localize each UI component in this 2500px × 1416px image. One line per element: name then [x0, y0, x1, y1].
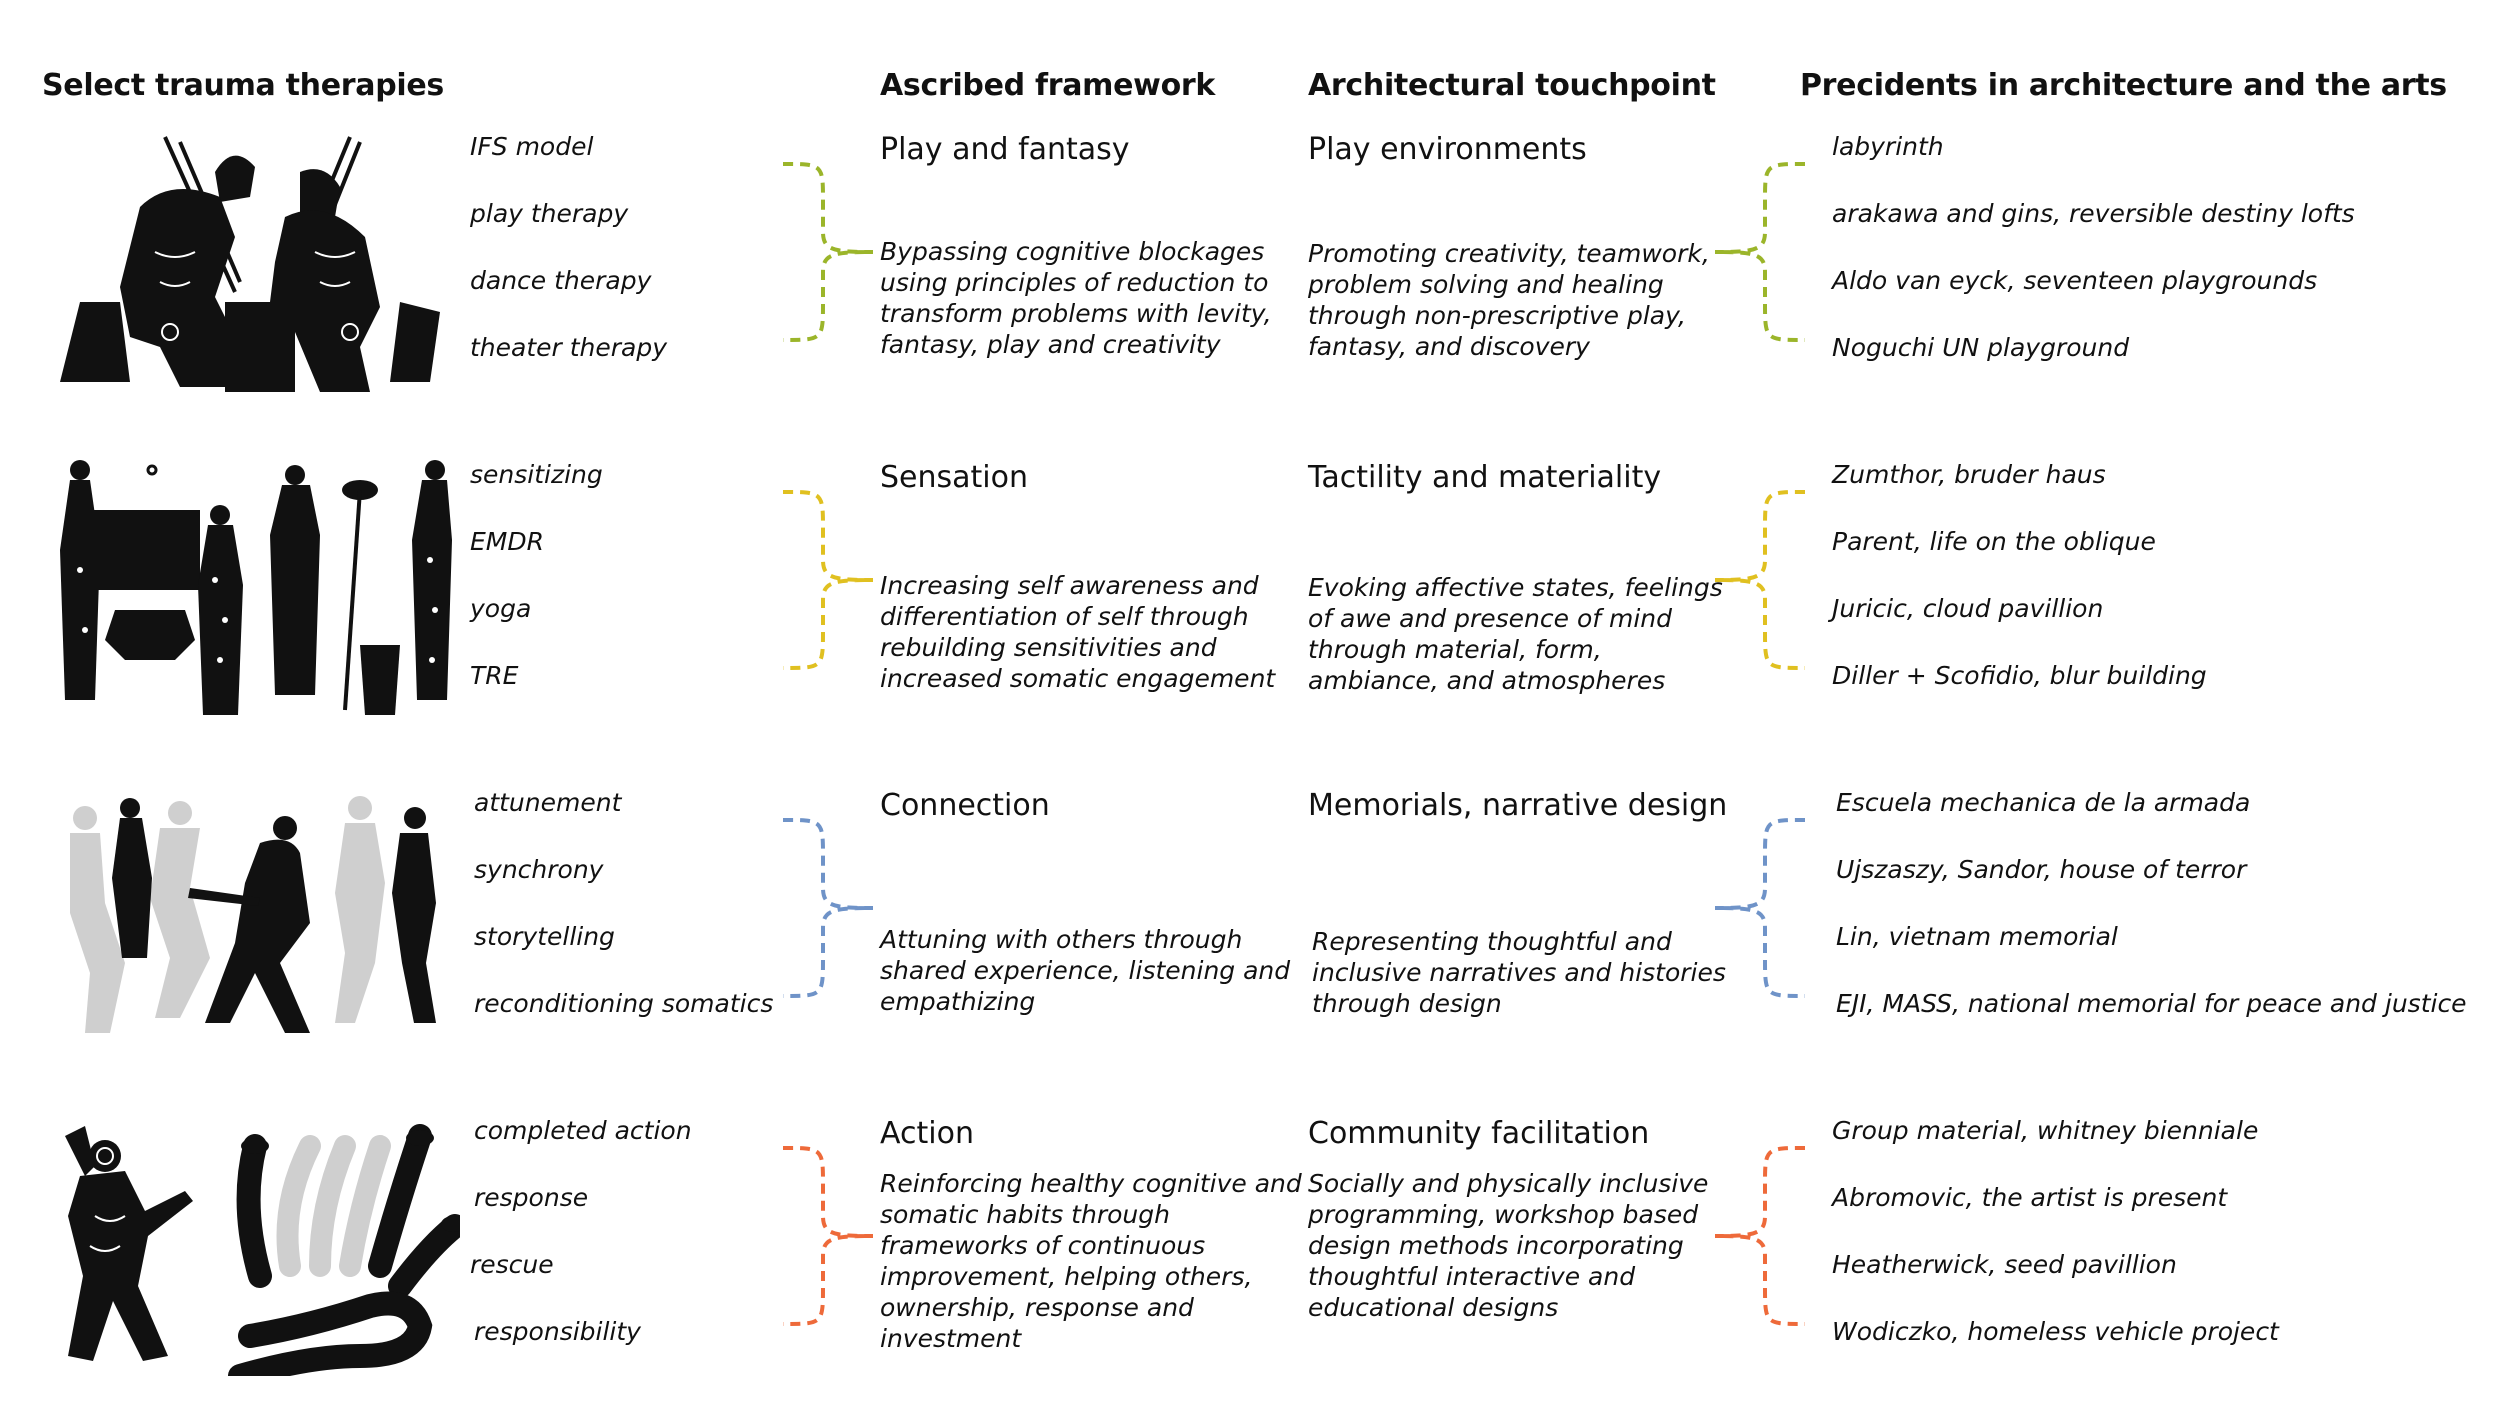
right-brace-icon	[1710, 818, 1810, 998]
left-brace-icon	[778, 490, 878, 670]
touchpoint-title: Community facilitation	[1308, 1116, 1650, 1151]
row-connection	[0, 788, 2500, 1088]
header-therapies: Select trauma therapies	[42, 68, 444, 103]
right-brace-icon	[1710, 1146, 1810, 1326]
left-brace-icon	[778, 818, 878, 998]
therapy-item: reconditioning somatics	[474, 989, 774, 1018]
precedent-item: Heatherwick, seed pavillion	[1832, 1250, 2177, 1279]
precedent-item: Escuela mechanica de la armada	[1836, 788, 2251, 817]
touchpoint-title: Tactility and materiality	[1308, 460, 1662, 495]
header-precedents: Precidents in architecture and the arts	[1800, 68, 2447, 103]
touchpoint-title: Play environments	[1308, 132, 1587, 167]
left-brace-icon	[778, 1146, 878, 1326]
warriors-board-game-illustration	[60, 132, 460, 392]
therapy-item: dance therapy	[470, 266, 652, 295]
framework-description: Reinforcing healthy cognitive and somatic habits through frameworks of continuous improvement, helping others, ownership, response and investment	[880, 1169, 1302, 1353]
therapy-item: sensitizing	[470, 460, 603, 489]
framework-description: Bypassing cognitive blockages using principles of reduction to transform problems with levity, fantasy, play and creativity	[880, 237, 1272, 359]
therapy-item: play therapy	[470, 199, 629, 228]
precedent-item: Group material, whitney bienniale	[1832, 1116, 2259, 1145]
dancers-image	[60, 788, 460, 1048]
touchpoint-description: Socially and physically inclusive programming, workshop based design methods incorporating thoughtful interactive and educational designs	[1308, 1169, 1709, 1322]
dancers-illustration	[60, 788, 460, 1048]
precedent-item: Wodiczko, homeless vehicle project	[1832, 1317, 2279, 1346]
framework-title: Action	[880, 1116, 974, 1151]
precedent-item: Lin, vietnam memorial	[1836, 922, 2118, 951]
therapy-item: storytelling	[474, 922, 615, 951]
therapy-item: rescue	[470, 1250, 554, 1279]
touchpoint-description: Representing thoughtful and inclusive narratives and histories through design	[1312, 927, 1726, 1018]
hero-hydra-image	[60, 1116, 460, 1376]
therapy-item: yoga	[470, 594, 532, 623]
precedent-item: Juricic, cloud pavillion	[1832, 594, 2104, 623]
row-action	[0, 1116, 2500, 1416]
therapy-item: IFS model	[470, 132, 594, 161]
framework-title: Sensation	[880, 460, 1028, 495]
women-weaving-illustration	[60, 460, 460, 720]
precedent-item: Diller + Scofidio, blur building	[1832, 661, 2207, 690]
row-sensation	[0, 460, 2500, 760]
hero-hydra-illustration	[60, 1116, 460, 1376]
precedent-item: EJI, MASS, national memorial for peace and justice	[1836, 989, 2467, 1018]
therapy-item: response	[474, 1183, 589, 1212]
touchpoint-title: Memorials, narrative design	[1308, 788, 1728, 823]
precedent-item: labyrinth	[1832, 132, 1944, 161]
therapy-item: synchrony	[474, 855, 604, 884]
header-framework: Ascribed framework	[880, 68, 1216, 103]
touchpoint-description: Evoking affective states, feelings of awe and presence of mind through material, form, ambiance, and atmospheres	[1308, 573, 1723, 695]
precedent-item: Noguchi UN playground	[1832, 333, 2130, 362]
warriors-board-game-image	[60, 132, 460, 392]
therapy-item: EMDR	[470, 527, 544, 556]
framework-description: Increasing self awareness and differentiation of self through rebuilding sensitivities and increased somatic engagement	[880, 571, 1276, 693]
precedent-item: Zumthor, bruder haus	[1832, 460, 2106, 489]
header-touchpoint: Architectural touchpoint	[1308, 68, 1716, 103]
therapy-item: responsibility	[474, 1317, 641, 1346]
therapy-item: TRE	[470, 661, 519, 690]
precedent-item: arakawa and gins, reversible destiny lofts	[1832, 199, 2355, 228]
framework-title: Play and fantasy	[880, 132, 1130, 167]
right-brace-icon	[1710, 490, 1810, 670]
precedent-item: Parent, life on the oblique	[1832, 527, 2156, 556]
precedent-item: Abromovic, the artist is present	[1832, 1183, 2228, 1212]
framework-description: Attuning with others through shared experience, listening and empathizing	[880, 925, 1291, 1016]
touchpoint-description: Promoting creativity, teamwork, problem solving and healing through non-prescriptive play, fantasy, and discovery	[1308, 239, 1710, 361]
precedent-item: Aldo van eyck, seventeen playgrounds	[1832, 266, 2318, 295]
therapy-item: attunement	[474, 788, 622, 817]
right-brace-icon	[1710, 162, 1810, 342]
left-brace-icon	[778, 162, 878, 342]
row-play	[0, 132, 2500, 432]
framework-title: Connection	[880, 788, 1050, 823]
therapy-item: theater therapy	[470, 333, 668, 362]
women-weaving-image	[60, 460, 460, 720]
therapy-item: completed action	[474, 1116, 692, 1145]
precedent-item: Ujszaszy, Sandor, house of terror	[1836, 855, 2247, 884]
